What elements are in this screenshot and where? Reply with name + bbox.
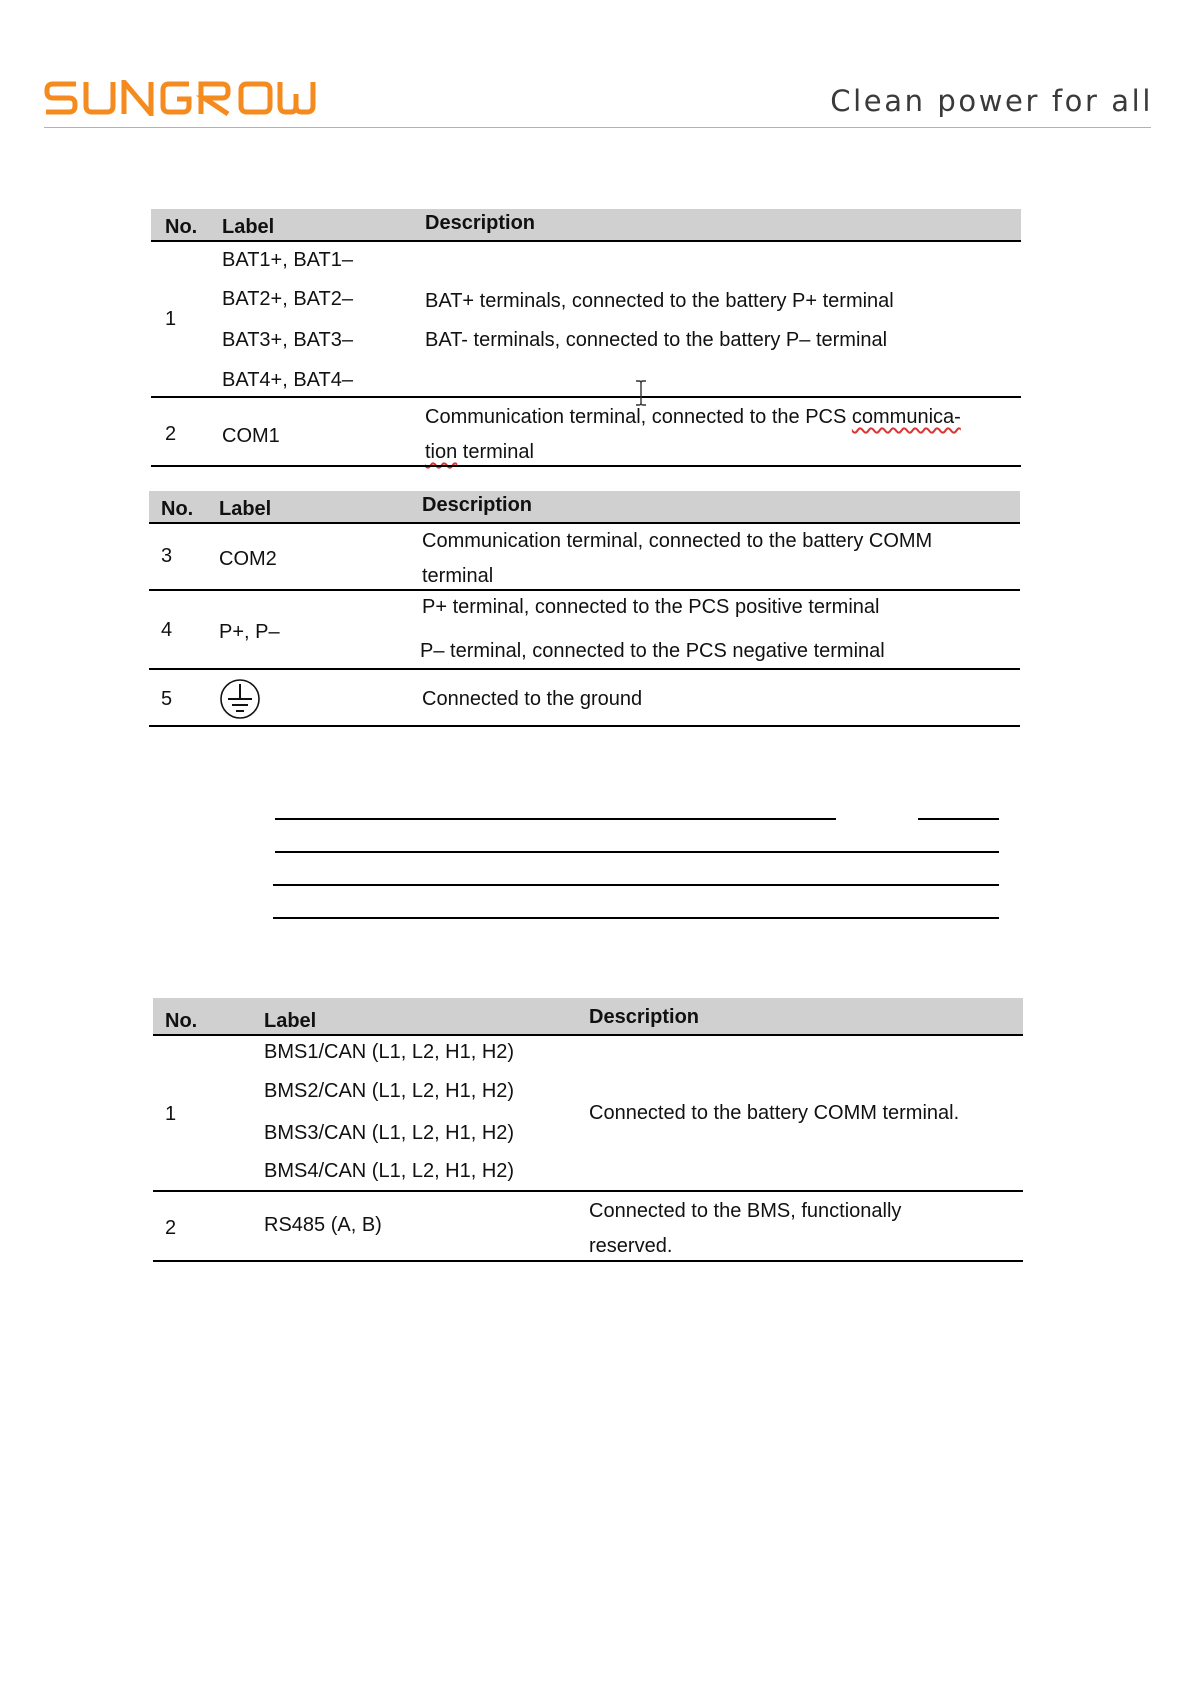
blank-line bbox=[273, 917, 999, 919]
tagline: Clean power for all bbox=[830, 84, 1153, 118]
row-description bbox=[425, 441, 534, 464]
sungrow-logo bbox=[44, 80, 322, 121]
row-description: reserved. bbox=[589, 1235, 673, 1257]
row-description: Communication terminal, connected to the battery COMM bbox=[422, 530, 933, 552]
col-header-no: No. bbox=[165, 216, 198, 238]
table-bottom-rule bbox=[151, 465, 1021, 467]
page-header bbox=[0, 0, 1191, 130]
row-label: BAT2+, BAT2– bbox=[222, 288, 353, 310]
row-label: BMS1/CAN (L1, L2, H1, H2) bbox=[264, 1041, 515, 1063]
col-header-description: Description bbox=[422, 494, 533, 516]
logo-wordmark bbox=[44, 80, 322, 116]
terminal-table-2 bbox=[149, 491, 1020, 728]
desc-text: terminal bbox=[457, 441, 534, 463]
col-header-no: No. bbox=[165, 1010, 198, 1032]
row-description: Connected to the battery COMM terminal. bbox=[589, 1102, 960, 1124]
row-divider bbox=[149, 668, 1020, 670]
row-description: terminal bbox=[422, 565, 494, 587]
row-label: BMS4/CAN (L1, L2, H1, H2) bbox=[264, 1160, 515, 1182]
row-no: 5 bbox=[161, 688, 173, 710]
col-header-no: No. bbox=[161, 498, 194, 520]
blank-line bbox=[275, 818, 836, 820]
col-header-label: Label bbox=[219, 498, 272, 520]
row-divider bbox=[151, 396, 1021, 398]
row-label: RS485 (A, B) bbox=[264, 1214, 382, 1236]
bms-terminal-table bbox=[153, 998, 1023, 1263]
spellcheck-word: communica- bbox=[851, 406, 961, 428]
row-label: BAT3+, BAT3– bbox=[222, 329, 353, 351]
col-header-description: Description bbox=[589, 1006, 700, 1028]
row-label: COM1 bbox=[222, 425, 280, 447]
row-no: 3 bbox=[161, 545, 173, 567]
text-cursor-icon bbox=[635, 380, 647, 406]
row-divider bbox=[153, 1190, 1023, 1192]
col-header-label: Label bbox=[222, 216, 275, 238]
row-label: P+, P– bbox=[219, 621, 280, 643]
row-description: P– terminal, connected to the PCS negative terminal bbox=[420, 640, 885, 662]
terminal-table-1 bbox=[151, 209, 1021, 467]
row-description: BAT+ terminals, connected to the battery P+ terminal bbox=[425, 290, 894, 312]
table-bottom-rule bbox=[153, 1260, 1023, 1262]
row-label: COM2 bbox=[219, 548, 277, 570]
row-no: 2 bbox=[165, 1217, 177, 1239]
row-label: BAT1+, BAT1– bbox=[222, 249, 353, 271]
row-no: 2 bbox=[165, 423, 177, 445]
table-header bbox=[153, 998, 1023, 1036]
desc-text: Communication terminal, connected to the PCS bbox=[425, 406, 852, 428]
row-label: BAT4+, BAT4– bbox=[222, 369, 353, 391]
blank-line bbox=[273, 884, 999, 886]
row-description bbox=[425, 406, 961, 429]
row-description: Connected to the BMS, functionally bbox=[589, 1200, 902, 1222]
row-label: BMS2/CAN (L1, L2, H1, H2) bbox=[264, 1080, 515, 1102]
spellcheck-word: tion bbox=[425, 441, 458, 463]
row-no: 1 bbox=[165, 1103, 177, 1125]
header-divider bbox=[44, 127, 1151, 128]
table-header bbox=[149, 491, 1020, 524]
row-description: Connected to the ground bbox=[422, 688, 643, 710]
row-no: 4 bbox=[161, 619, 173, 641]
ground-icon bbox=[219, 678, 261, 725]
row-description: P+ terminal, connected to the PCS positive terminal bbox=[422, 596, 880, 618]
blank-line bbox=[275, 851, 999, 853]
col-header-label: Label bbox=[264, 1010, 317, 1032]
col-header-description: Description bbox=[425, 212, 536, 234]
row-no: 1 bbox=[165, 308, 177, 330]
row-label: BMS3/CAN (L1, L2, H1, H2) bbox=[264, 1122, 515, 1144]
table-header bbox=[151, 209, 1021, 242]
row-description: BAT- terminals, connected to the battery P– terminal bbox=[425, 329, 888, 351]
table-bottom-rule bbox=[149, 725, 1020, 727]
blank-line bbox=[918, 818, 999, 820]
row-divider bbox=[149, 589, 1020, 591]
